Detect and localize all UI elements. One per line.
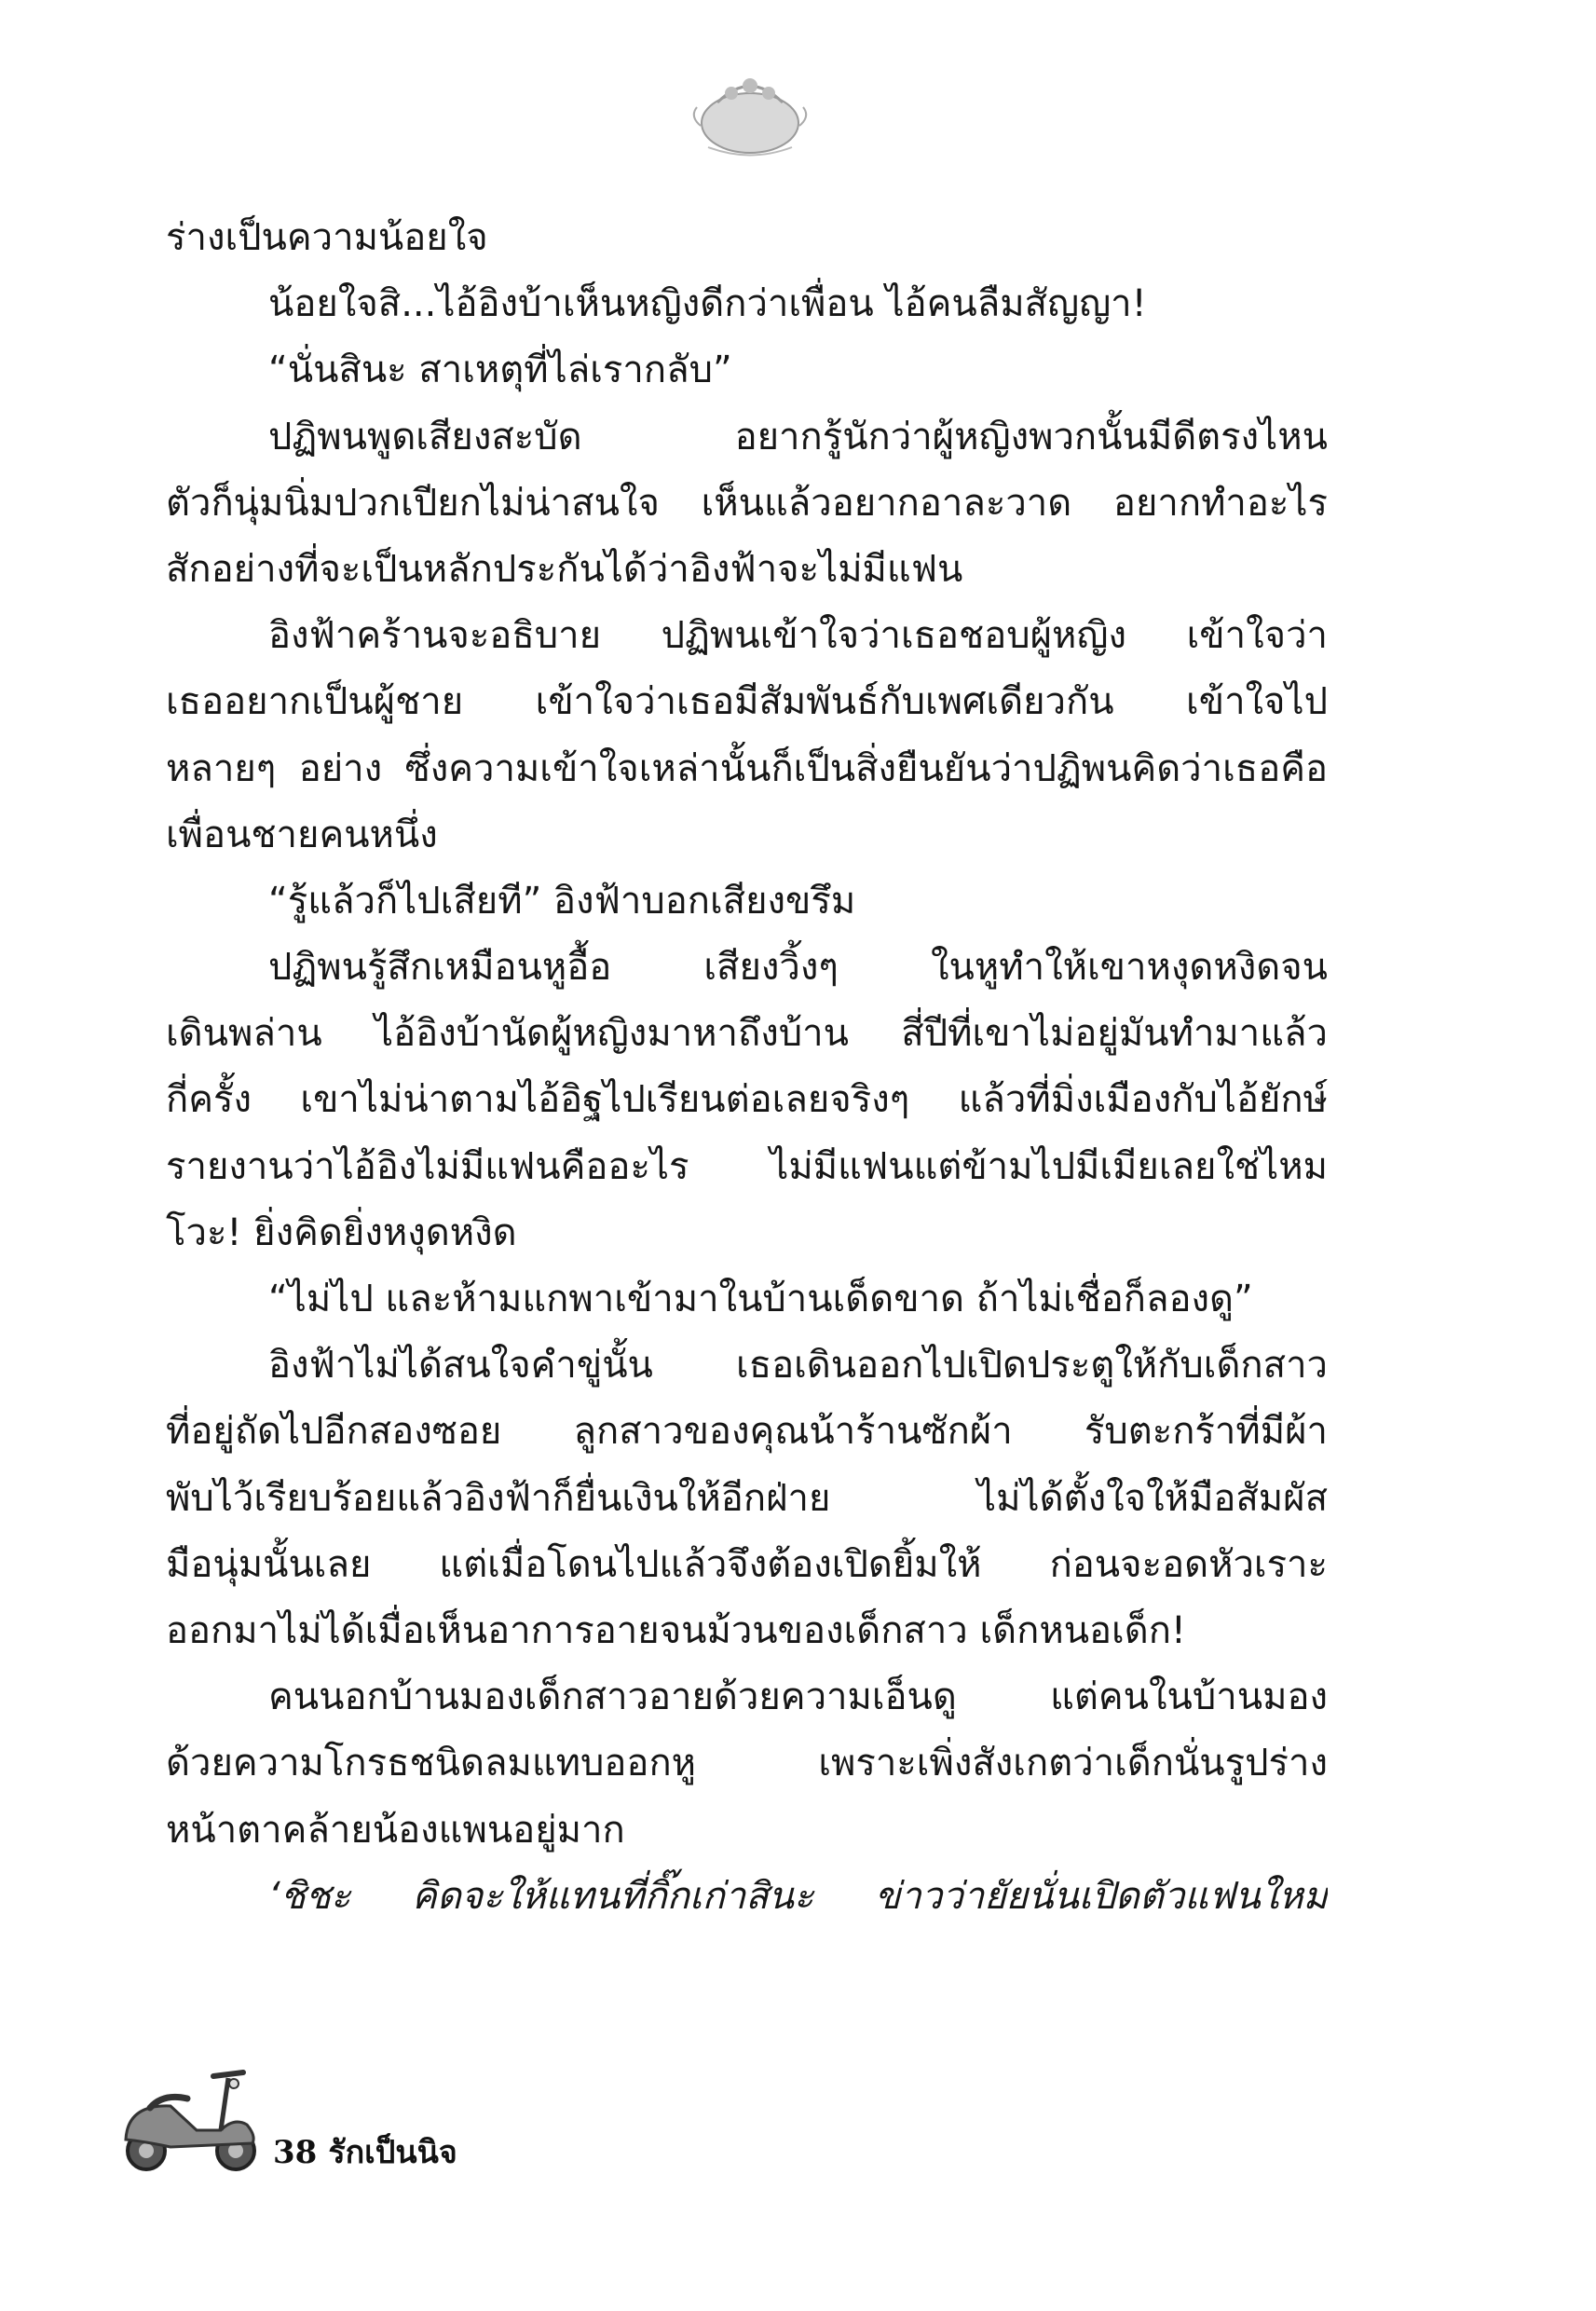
text-line: “ไม่ไป และห้ามแกพาเข้ามาในบ้านเด็ดขาด ถ้าไม่เชื่อก็ลองดู” xyxy=(268,1278,1253,1320)
text-line: ปฏิพนรู้สึกเหมือนหูอื้อ เสียงวิ้งๆ ในหูทำให้เขาหงุดหงิดจน xyxy=(268,946,1328,990)
text-line: เธออยากเป็นผู้ชาย เข้าใจว่าเธอมีสัมพันธ์กับเพศเดียวกัน เข้าใจไป xyxy=(166,680,1328,724)
text-line: มือนุ่มนั้นเลย แต่เมื่อโดนไปแล้วจึงต้องเปิดยิ้มให้ ก่อนจะอดหัวเราะ xyxy=(166,1542,1328,1586)
text-line: ตัวก็นุ่มนิ่มปวกเปียกไม่น่าสนใจ เห็นแล้วอยากอาละวาด อยากทำอะไร xyxy=(166,481,1328,525)
text-line: ที่อยู่ถัดไปอีกสองซอย ลูกสาวของคุณน้าร้านซักผ้า รับตะกร้าที่มีผ้า xyxy=(166,1410,1328,1454)
scooter-icon xyxy=(116,2050,266,2181)
book-title: รักเป็นนิจ xyxy=(328,2134,457,2171)
text-line: เพื่อนชายคนหนึ่ง xyxy=(166,813,438,856)
page-footer xyxy=(116,2050,675,2190)
text-line: เดินพล่าน ไอ้อิงบ้านัดผู้หญิงมาหาถึงบ้าน สี่ปีที่เขาไม่อยู่มันทำมาแล้ว xyxy=(166,1012,1328,1056)
text-line: กี่ครั้ง เขาไม่น่าตามไอ้อิฐไปเรียนต่อเลยจริงๆ แล้วที่มิ่งเมืองกับไอ้ยักษ์ xyxy=(166,1078,1328,1122)
text-line: โวะ! ยิ่งคิดยิ่งหงุดหงิด xyxy=(166,1210,517,1254)
text-line: “รู้แล้วก็ไปเสียที” อิงฟ้าบอกเสียงขรึม xyxy=(268,879,856,923)
text-line: หน้าตาคล้ายน้องแพนอยู่มาก xyxy=(166,1808,625,1852)
text-line: ด้วยความโกรธชนิดลมแทบออกหู เพราะเพิ่งสังเกตว่าเด็กนั่นรูปร่าง xyxy=(166,1742,1328,1785)
page-number: 38 xyxy=(273,2134,318,2171)
text-line: ‘ชิชะ คิดจะให้แทนที่กิ๊กเก่าสินะ ข่าวว่ายัยนั่นเปิดตัวแฟนใหม่ xyxy=(268,1874,1328,1918)
text-line: ปฏิพนพูดเสียงสะบัด อยากรู้นักว่าผู้หญิงพวกนั้นมีดีตรงไหน xyxy=(268,415,1328,458)
text-line: “นั่นสินะ สาเหตุที่ไล่เรากลับ” xyxy=(268,349,732,392)
text-line: พับไว้เรียบร้อยแล้วอิงฟ้าก็ยื่นเงินให้อีกฝ่าย ไม่ได้ตั้งใจให้มือสัมผัส xyxy=(166,1476,1328,1520)
text-line: สักอย่างที่จะเป็นหลักประกันได้ว่าอิงฟ้าจะไม่มีแฟน xyxy=(166,547,963,591)
footer-label xyxy=(273,2126,469,2177)
text-line: อิงฟ้าไม่ได้สนใจคำขู่นั้น เธอเดินออกไปเปิดประตูให้กับเด็กสาว xyxy=(268,1344,1328,1388)
text-line: ออกมาไม่ได้เมื่อเห็นอาการอายจนม้วนของเด็กสาว เด็กหนอเด็ก! xyxy=(166,1608,1186,1652)
text-line: คนนอกบ้านมองเด็กสาวอายด้วยความเอ็นดู แต่คนในบ้านมอง xyxy=(268,1675,1328,1719)
publisher-emblem-icon xyxy=(680,65,820,168)
text-line: รายงานว่าไอ้อิงไม่มีแฟนคืออะไร ไม่มีแฟนแต่ข้ามไปมีเมียเลยใช่ไหม xyxy=(166,1144,1328,1188)
text-line: ร่างเป็นความน้อยใจ xyxy=(166,216,488,259)
body-text xyxy=(166,205,1328,1930)
text-line: หลายๆ อย่าง ซึ่งความเข้าใจเหล่านั้นก็เป็นสิ่งยืนยันว่าปฏิพนคิดว่าเธอคือ xyxy=(166,746,1328,790)
text-line: น้อยใจสิ...ไอ้อิงบ้าเห็นหญิงดีกว่าเพื่อน ไอ้คนลืมสัญญา! xyxy=(268,282,1147,326)
text-line: อิงฟ้าคร้านจะอธิบาย ปฏิพนเข้าใจว่าเธอชอบผู้หญิง เข้าใจว่า xyxy=(268,614,1328,658)
